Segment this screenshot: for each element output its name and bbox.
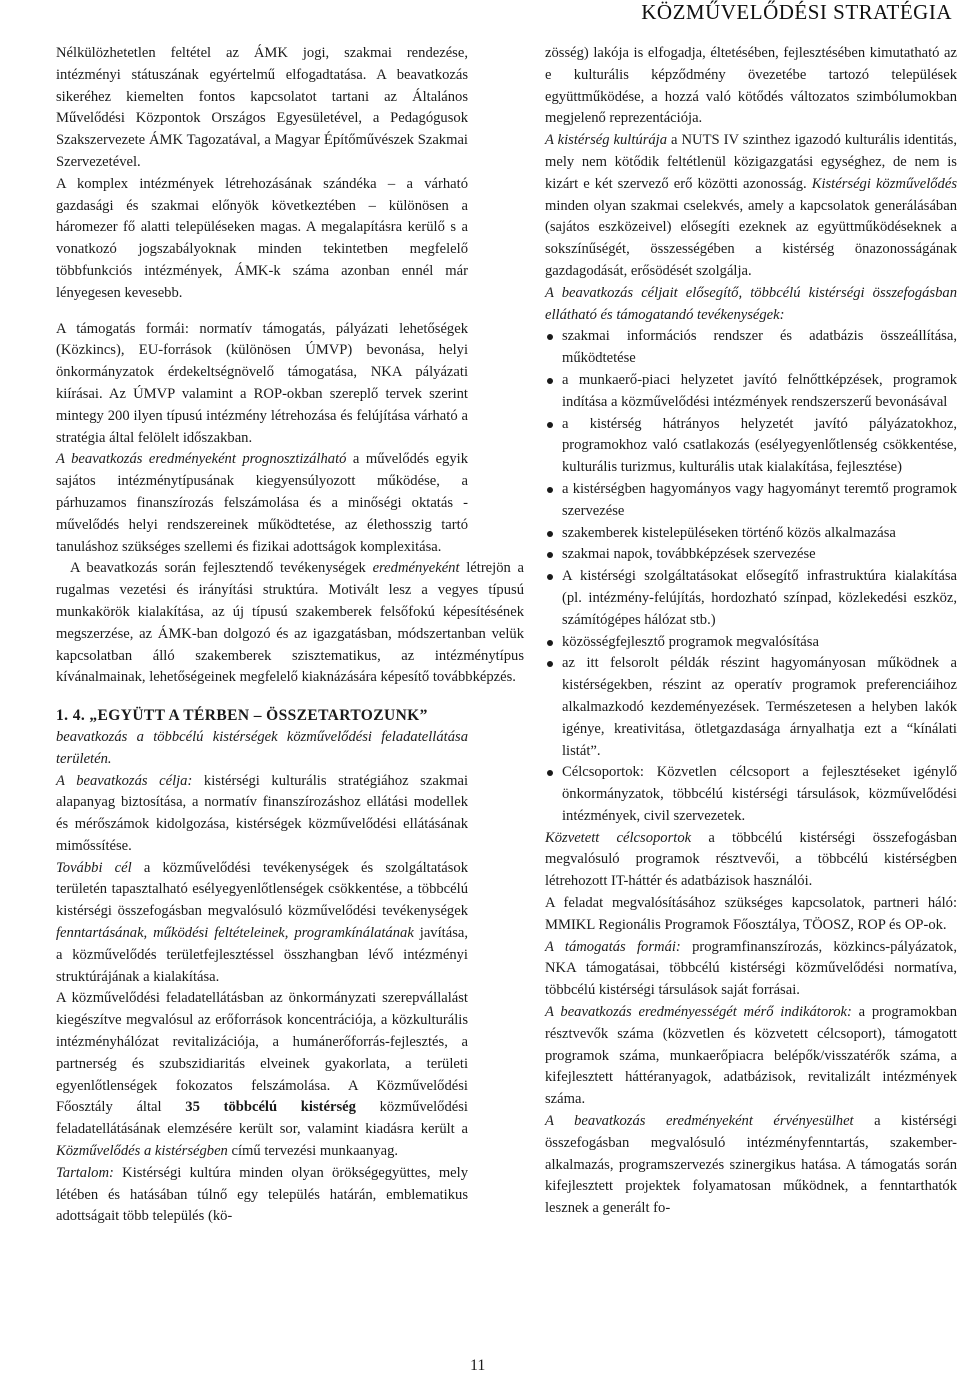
list-item <box>545 653 957 762</box>
bullet-icon <box>547 378 553 384</box>
list-item-text: a kistérség hátrányos helyzetét javító pályázatokhoz, programokhoz való csatlakozás (esélyegyenlőtlenség csökkentése, kulturális turizmus, kulturális utak kialakítása, fejlesztése) <box>562 415 957 476</box>
paragraph-text: létrejön a rugalmas vezetési és irányítási struktúra. Motivált lesz a vegyes típusú munkakörök kialakítása, az új típusú szakemberek felsőfokú képesítésének megszerzése, az ÁMK-ban dolgozó és az igazgatásban, módszertanban velük kapcsolatban álló szakemberek szisztematikus, az intézménytípus kívánalmainak, lehetőségeinek megfelelő kiaknázására képesítő továbbképzés. <box>56 560 524 686</box>
paragraph-indirect-targets <box>545 828 957 893</box>
paragraph-complex-institutions: A komplex intézmények létrehozásának szándéka – a várható gazdasági és szakmai előnyök következtében – különösen a háromezer fő alatti településeken magas. A megalapításra kerülő s a vonatkozó jogszabályoknak minden tekintetben megfelelő többfunkciós intézmények, ÁMK-k száma azonban ennél már lényegesen kevesebb. <box>56 175 468 301</box>
bullet-icon <box>547 334 553 340</box>
paragraph-goal <box>56 771 468 858</box>
italic-lead: A beavatkozás eredményességét mérő indikátorok: <box>545 1004 852 1021</box>
list-item-text: A kistérségi szolgáltatásokat elősegítő infrastruktúra kialakítása (pl. intézmény-felújítás, hordozható színpad, közlekedési eszköz, számítógépes hálózat stb.) <box>562 568 957 628</box>
paragraph-text: Kistérségi kultúra minden olyan örökségegyüttes, mely létében és hatásában túlnő egy település határán, emblematikus adottságait több település (kö- <box>56 1164 468 1225</box>
paragraph-support-forms: A támogatás formái: normatív támogatás, pályázati lehetőségek (Közkincs), EU-források (különösen ÚMVP) bevonása, helyi önkormányzatok érdekeltségnövelő támogatása, NKA pályázati kiírásai. Az ÚMVP valamint a ROP-okban szereplő tervek szerint mintegy 200 ilyen típusú intézmény létrehozása és felújítása várható a stratégia által felölelt időszakban. <box>56 320 468 446</box>
paragraph-text: a programokban résztvevők száma (közvetlen és közvetett célcsoport), támogatott programok száma, munkaerőpiacra belépők/visszatérők száma, a kifejlesztett háttéranyagok, adatbázisok, revitalizált intézmények száma. <box>545 1004 957 1108</box>
list-item-text: Célcsoportok: Közvetlen célcsoport a fejlesztéseket igénylő önkormányzatok, többcélú kistérségi társulások, közművelődési intézmények, civil szervezetek. <box>562 764 957 824</box>
section-subheading: beavatkozás a többcélú kistérségek közművelődési feladatellátása területén. <box>56 728 468 767</box>
italic-term: eredményeként <box>372 560 460 577</box>
list-item <box>545 326 957 370</box>
paragraph-content <box>56 1163 468 1228</box>
paragraph-partners: A feladat megvalósításához szükséges kapcsolatok, partneri háló: MMIKL Regionális Programok Főosztálya, TÖOSZ, ROP és OP-ok. <box>545 895 957 933</box>
section-heading: 1. 4. „EGYÜTT A TÉRBEN – ÖSSZETARTOZUNK” <box>56 707 428 725</box>
paragraph-text: a kistérségi összefogásban megvalósuló intézményfenntartás, szakember-alkalmazás, programszervezés szinergikus hatása. A támogatás során kifejlesztett projektek folyamatosan működnek, a fenntarthatók lesznek a generált fo- <box>545 1113 957 1217</box>
paragraph-text: programfinanszírozás, közkincs-pályázatok, NKA támogatásai, többcélú kistérségi közművelődési normatíva, többcélú kistérségi társulások saját forrásai. <box>545 938 958 999</box>
list-item-text: szakmai napok, továbbképzések szervezése <box>562 546 816 563</box>
bullet-icon <box>547 770 553 776</box>
paragraph-results <box>56 558 524 689</box>
running-header: KÖZMŰVELŐDÉSI STRATÉGIA <box>641 0 952 24</box>
bullet-icon <box>547 661 553 667</box>
list-item-text: szakemberek kistelepüléseken történő közös alkalmazása <box>562 524 896 541</box>
paragraph-community: zösség) lakója is elfogadja, éltetésében, fejlesztésében kimutatható az e kulturális képződmény övezetébe tartozó települések együttműködése, a hozzá való kötődés változatos szimbólumokban megjelenő reprezentációja. <box>545 45 957 127</box>
paragraph-amk-prerequisite: Nélkülözhetetlen feltétel az ÁMK jogi, szakmai rendezése, intézményi státuszának egyértelmű elfogadtatása. A beavatkozás sikeréhez kiemelten fontos kapcsolatot tartani az Általános Művelődési Központok Országos Egyesületével, a Pedagógusok Szakszervezete ÁMK Tagozatával, a Magyar Építőművészek Szakmai Szervezetével. <box>56 45 468 170</box>
list-item <box>545 762 957 827</box>
bullet-icon <box>547 487 553 493</box>
paragraph-support-forms-2 <box>545 937 957 1002</box>
bullet-icon <box>547 422 553 428</box>
list-item-text: az itt felsorolt példák részint hagyományosan működnek a kistérségekben, részint az operatív programok preferenciáihoz alkalmazkodó kezdeményezések. Természetesen a helyben lakók igénye, kreativitása, ötletgazdasága árnyalhatja ezt a “kínálati listát”. <box>562 655 957 759</box>
italic-term: fenntartásának, működési feltételeinek, programkínálatának <box>56 925 414 942</box>
italic-lead: Közvetett célcsoportok <box>545 829 692 846</box>
paragraph-text: a közművelődési tevékenységek és szolgáltatások területén tapasztalható esélyegyenlőtlenségek csökkentése, a többcélú kistérségi összefogásban megvalósuló közművelődési tevékenységek <box>56 859 469 920</box>
paragraph-outcome <box>545 1111 957 1220</box>
paragraph-subregion-culture <box>545 130 957 283</box>
paragraph-text: A közművelődési feladatellátásban az önkormányzati szerepvállalást kiegészítve megvalósul az erőforrások koncentrációja, a közkulturális intézményhálózat revitalizációja, a humánerőforrás-fejlesztés, a partnerség és szubszidiaritás elveinek gyakorlata, a területi egyenlőtlenségek fokozatos felszámolása. A Közművelődési Főosztály által <box>56 990 468 1116</box>
list-item <box>545 632 957 654</box>
italic-lead: A kistérség kultúrája <box>545 132 668 149</box>
paragraph-indicators <box>545 1002 957 1111</box>
list-item-text: szakmai információs rendszer és adatbázis összeállítása, működtetése <box>562 328 957 367</box>
italic-title: Közművelődés a kistérségben <box>56 1143 228 1160</box>
italic-lead: A beavatkozás eredményeként prognosztizálható <box>56 451 347 468</box>
paragraph-text: A beavatkozás során fejlesztendő tevékenységek <box>70 560 373 577</box>
list-item <box>545 544 957 566</box>
bullet-icon <box>547 531 553 537</box>
list-item-text: közösségfejlesztő programok megvalósítása <box>562 633 819 650</box>
italic-lead: További cél <box>56 859 132 876</box>
paragraph-text: a többcélú kistérségi összefogásban megvalósuló programok résztvevői, a többcélú kistérségben létrehozott IT-háttér és adatbázisok használói. <box>545 829 957 890</box>
paragraph-text: a NUTS IV szinthez igazodó kulturális identitás, mely nem kötődik feltétlenül közigazgatási egységhez, de nem is kizárt e két szervező erő közötti azonosság. <box>545 132 957 192</box>
page-number: 11 <box>470 1357 486 1374</box>
list-item-text: a kistérségben hagyományos vagy hagyományt teremtő programok szervezése <box>562 480 957 519</box>
left-column <box>56 43 524 1228</box>
list-item <box>545 566 957 631</box>
list-item-text: a munkaerő-piaci helyzetet javító felnőttképzések, programok indítása a közművelődési intézmények rendszerszerű bevonásával <box>562 371 957 410</box>
activities-list <box>545 326 957 827</box>
bold-term: 35 többcélú kistérség <box>185 1099 356 1116</box>
paragraph-text: című tervezési munkaanyag. <box>227 1143 399 1160</box>
italic-lead: A beavatkozás célja: <box>56 772 193 789</box>
paragraph-text: közművelődési feladatellátásának elemzésére került sor, valamint kiadásra került a <box>56 1099 468 1138</box>
list-item <box>545 370 957 414</box>
italic-term: Kistérségi közművelődés <box>811 175 958 192</box>
list-item <box>545 479 957 523</box>
paragraph-text: javítása, a közművelődés területfejlesztéssel összhangban lévő intézményi struktúrájának a kialakítása. <box>56 925 468 985</box>
paragraph-prognosis <box>56 449 468 558</box>
right-column <box>545 43 957 1220</box>
italic-lead: A beavatkozás eredményeként érvényesülhet <box>545 1113 854 1130</box>
bullet-icon <box>547 552 553 558</box>
bullet-icon <box>547 640 553 646</box>
paragraph-further-goal <box>56 858 468 989</box>
paragraph-text: minden olyan szakmai cselekvés, amely a kapcsolatok generálásában (sajátos eszközeivel) elősegíti ezeknek az együttműködéseknek a sokszínűségét, összességében a kistérség önazonosságának gazdagodását, erősödését szolgálja. <box>545 197 957 279</box>
list-item <box>545 523 957 545</box>
paragraph-task-provision <box>56 988 468 1162</box>
bullet-icon <box>547 574 553 580</box>
paragraph-activities-intro: A beavatkozás céljait elősegítő, többcélú kistérségi összefogásban ellátható és támogatandó tevékenységek: <box>545 284 957 323</box>
italic-lead: Tartalom: <box>56 1164 114 1181</box>
paragraph-text: kistérségi kulturális stratégiához szakmai alapanyag biztosítása, a normatív finanszírozáshoz ellátási modellek és mérőszámok kidolgozása, kistérségek közművelődési ellátásának mimőssítése. <box>56 772 468 854</box>
italic-lead: A támogatás formái: <box>545 938 681 955</box>
list-item <box>545 414 957 479</box>
paragraph-text: a művelődés egyik sajátos intézménytípusának kiegyensúlyozott működése, a párhuzamos finanszírozás felszámolása és a minőségi oktatás - művelődés helyi rendszereinek működtetése, az élethosszig tartó tanuláshoz szükséges szellemi és fizikai adottságok komplexitása. <box>56 451 468 555</box>
